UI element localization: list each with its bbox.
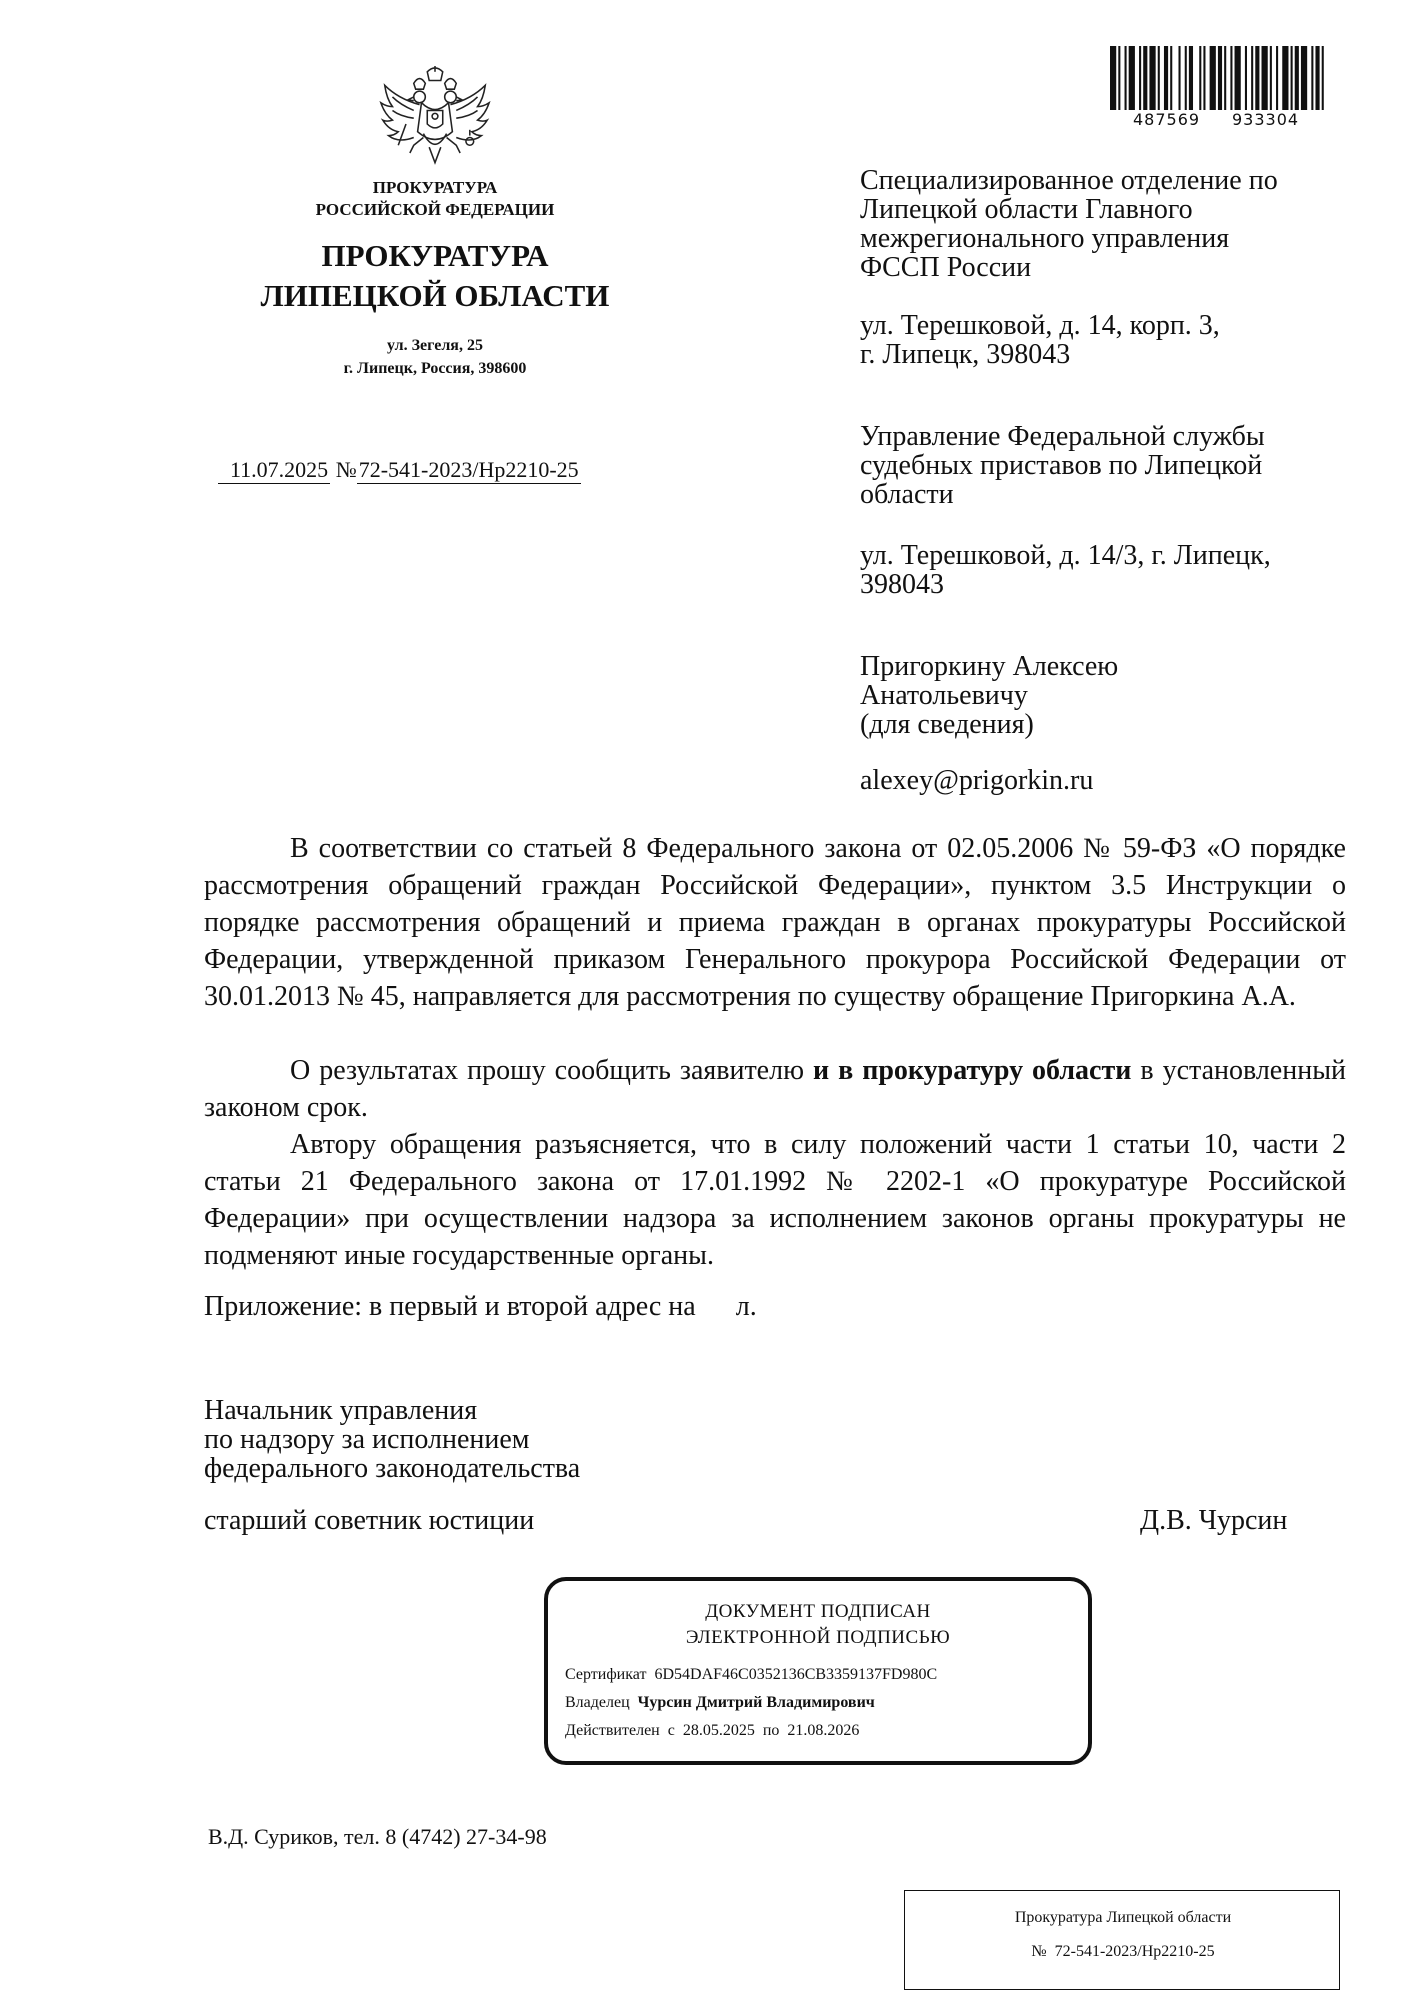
barcode-bar [1230,46,1232,110]
signatory-name: Д.В. Чурсин [1140,1505,1288,1536]
letterhead-address-line2: г. Липецк, Россия, 398600 [343,360,527,377]
russian-coat-of-arms-icon [376,66,494,182]
barcode-icon [1110,46,1330,110]
esig-valid-label: Действителен [565,1722,660,1739]
letterhead-title-line2: ЛИПЕЦКОЙ ОБЛАСТИ [260,278,610,313]
barcode-bar [1210,46,1216,110]
outgoing-date: 11.07.2025 [230,457,329,482]
recipient-line: Анатольевичу [860,680,1028,711]
recipient-line: межрегионального управления [860,223,1230,254]
barcode-bar [1189,46,1193,110]
barcode-bar [1143,46,1147,110]
body-paragraph-3: Автору обращения разъясняется, что в силу положений части 1 статьи 10, части 2 статьи 21 Федерального закона от 17.01.1992 № 2202-1 «О прокуратуре Российской Федерации» при осуществлении надзора за исполнением законов органы прокуратуры не подменяют иные государственные органы. [204,1129,1346,1271]
recipient-email-text: alexey@prigorkin.ru [860,765,1094,796]
barcode-bar [1170,46,1172,110]
barcode-bar [1139,46,1141,110]
body-paragraph-1: В соответствии со статьей 8 Федерального закона от 02.05.2006 № 59-ФЗ «О порядке рассмотрения обращений граждан Российской Федерации», пунктом 3.5 Инструкции о порядке рассмотрения обращений и приема граждан в органах прокуратуры Российской Федерации, утвержденной приказом Генерального прокурора Российской Федерации от 30.01.2013 № 45, направляется для рассмотрения по существу обращение Пригоркина А.А. [204,833,1346,1012]
barcode-bar [1245,46,1247,110]
recipient-block-3 [860,652,1350,739]
barcode-bar [1282,46,1288,110]
p2-text-after: в установленный законом срок. [204,1055,1347,1123]
esig-certificate [565,1665,937,1685]
barcode-bar [1251,46,1253,110]
barcode-bar [1178,46,1180,110]
barcode-bar [1118,46,1120,110]
barcode-left-digits: 487569 [1133,110,1201,129]
barcode-bar [1129,46,1135,110]
recipient-line: 398043 [860,569,944,600]
esig-valid-from: 28.05.2025 [682,1722,755,1739]
barcode-bar [1270,46,1272,110]
executor-contact: В.Д. Суриков, тел. 8 (4742) 27-34-98 [208,1824,547,1849]
registration-number-sign: № [1031,1943,1047,1960]
letterhead-org-line2: РОССИЙСКОЙ ФЕДЕРАЦИИ [315,200,555,219]
barcode-bar [1110,46,1116,110]
barcode-bar [1218,46,1222,110]
recipient-line: (для сведения) [860,709,1034,740]
esig-owner [565,1693,875,1713]
recipient-line: г. Липецк, 398043 [860,339,1071,370]
recipient-address-1 [860,311,1350,369]
barcode-bar [1203,46,1205,110]
signatory-position-line: Начальник управления [204,1395,478,1426]
barcode-bar [1224,46,1226,110]
letterhead-title-line1: ПРОКУРАТУРА [321,238,549,273]
number-sign: № [335,457,357,482]
barcode-bar [1291,46,1293,110]
signatory-position [204,1396,580,1483]
recipient-email [860,766,1350,795]
recipient-line: Пригоркину Алексею [860,651,1119,682]
barcode-bar [1295,46,1299,110]
esig-cert-label: Сертификат [565,1666,647,1683]
barcode-bar [1301,46,1307,110]
recipient-line: Липецкой области Главного [860,194,1193,225]
outgoing-number [218,456,581,484]
signatory-position-line: по надзору за исполнением [204,1424,530,1455]
body-paragraph-2 [204,1052,1346,1126]
recipient-line: ул. Терешковой, д. 14, корп. 3, [860,310,1220,341]
barcode-right-digits: 933304 [1232,110,1300,129]
registration-stamp [904,1890,1340,1990]
barcode-bar [1125,46,1127,110]
esig-owner-value: Чурсин Дмитрий Владимирович [637,1694,875,1711]
recipient-address-2 [860,541,1350,599]
esig-valid-from-label: с [667,1722,675,1739]
attachment-line [204,1288,757,1325]
barcode-bar [1311,46,1313,110]
barcode-bar [1164,46,1168,110]
barcode-bar [1149,46,1155,110]
signatory-position-line: федерального законодательства [204,1453,581,1484]
p2-text-before: О результатах прошу сообщить заявителю [290,1055,813,1086]
letterhead-org-line1: ПРОКУРАТУРА [372,178,498,197]
esig-valid-to-label: по [762,1722,780,1739]
barcode-bar [1185,46,1187,110]
recipient-line: судебных приставов по Липецкой [860,450,1263,481]
esig-cert-value: 6D54DAF46C0352136CB3359137FD980C [654,1666,938,1683]
esig-owner-label: Владелец [565,1694,630,1711]
barcode-bar [1262,46,1268,110]
esig-title-line1: ДОКУМЕНТ ПОДПИСАН [705,1601,931,1622]
recipient-line: ул. Терешковой, д. 14/3, г. Липецк, [860,540,1271,571]
barcode-bar [1255,46,1259,110]
recipient-block-2 [860,422,1350,509]
barcode-bar [1322,46,1324,110]
outgoing-number-value: 72-541-2023/Нр2210-25 [358,457,579,482]
recipient-line: области [860,479,954,510]
recipient-line: Специализированное отделение по [860,165,1278,196]
barcode-bar [1158,46,1160,110]
recipient-block-1 [860,166,1350,282]
esig-title-line2: ЭЛЕКТРОННОЙ ПОДПИСЬЮ [685,1627,951,1648]
registration-number-value: 72-541-2023/Нр2210-25 [1054,1943,1215,1960]
p2-bold-text: и в прокуратуру области [812,1055,1132,1086]
recipient-line: ФССП России [860,252,1032,283]
recipient-line: Управление Федеральной службы [860,421,1265,452]
barcode-bar [1315,46,1319,110]
barcode-bar [1235,46,1241,110]
barcode-bar [1276,46,1278,110]
esig-validity [565,1721,859,1741]
signatory-rank: старший советник юстиции [204,1505,535,1536]
registration-org: Прокуратура Липецкой области [1014,1909,1232,1926]
letterhead-address-line1: ул. Зегеля, 25 [387,337,483,354]
registration-number [906,1941,1340,1963]
esig-valid-to: 21.08.2026 [787,1722,860,1739]
attachment-suffix: л. [735,1291,757,1322]
barcode-bar [1199,46,1201,110]
attachment-text: Приложение: в первый и второй адрес на [204,1291,696,1322]
